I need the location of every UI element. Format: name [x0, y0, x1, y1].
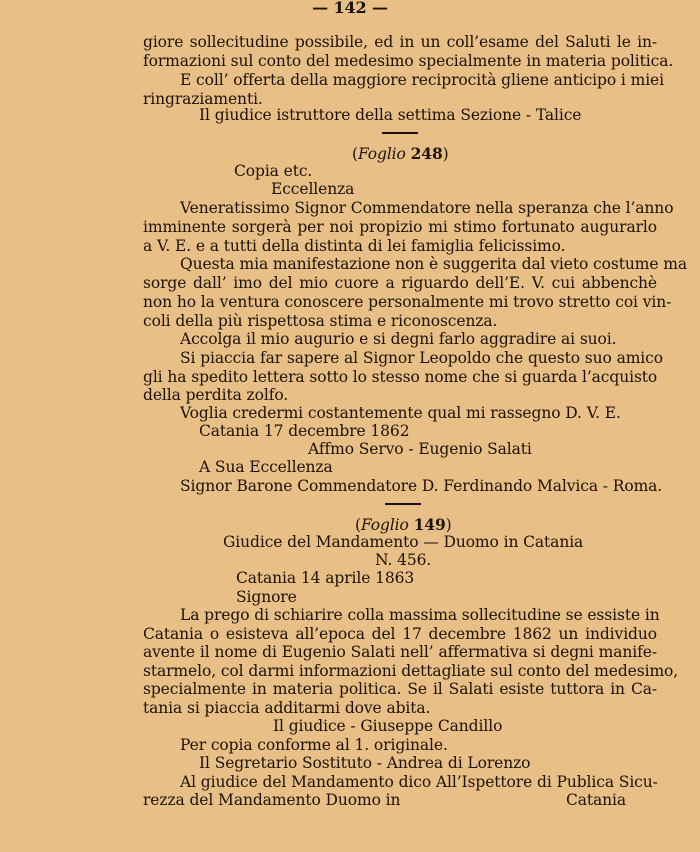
text-line: rezza del Mandamento Duomo in [143, 791, 401, 809]
section-heading: (Foglio 248) [352, 144, 449, 163]
date-line: Catania 17 decembre 1862 [199, 422, 410, 440]
heading-number: 248 [410, 144, 443, 163]
text-line: gli ha spedito lettera sotto lo stesso nome che si guarda l’acquisto [143, 368, 658, 386]
text-line: E coll’ offerta della maggiore reciprocità gliene anticipo i miei [180, 71, 664, 89]
text-line: Voglia credermi costantemente qual mi rassegno D. V. E. [180, 404, 621, 422]
text-line: avente il nome di Eugenio Salati nell’ affermativa si degni manife- [143, 643, 657, 661]
signature-line: Il Segretario Sostituto - Andrea di Lorenzo [199, 754, 531, 772]
section-divider [382, 132, 418, 134]
addressee-line: Signor Barone Commendatore D. Ferdinando Malvica - Roma. [180, 477, 663, 495]
text-line: della perdita zolfo. [143, 386, 289, 404]
text-line: coli della più rispettosa stima e riconoscenza. [143, 312, 498, 330]
text-line: Si piaccia far sapere al Signor Leopoldo che questo suo amico [180, 349, 663, 367]
salutation: Eccellenza [271, 180, 355, 198]
text-line: tania si piaccia additarmi dove abita. [143, 699, 431, 717]
text-line: Accolga il mio augurio e si degni farlo aggradire ai suoi. [180, 330, 617, 348]
text-line: Catania o esisteva all’epoca del 17 decembre 1862 un individuo [143, 625, 657, 643]
text-line: sorge dall’ imo del mio cuore a riguardo dell’E. V. cui abbenchè [143, 274, 657, 292]
text-line: a V. E. e a tutti della distinta di lei famiglia felicissimo. [143, 237, 566, 255]
section-divider [385, 503, 421, 505]
text-line: Al giudice del Mandamento dico All’Ispettore di Publica Sicu- [180, 773, 658, 791]
text-line: Per copia conforme al 1. originale. [180, 736, 448, 754]
text-line: Copia etc. [234, 162, 313, 180]
text-line: Veneratissimo Signor Commendatore nella speranza che l’anno [180, 199, 674, 217]
text-line: formazioni sul conto del medesimo specialmente in materia politica. [143, 52, 674, 70]
signature-line: Il giudice - Giuseppe Candillo [273, 717, 503, 735]
text-line: imminente sorgerà per noi propizio mi stimo fortunato augurarlo [143, 218, 657, 236]
text-line: Catania [566, 791, 627, 809]
heading-number: 149 [413, 515, 446, 534]
heading-label: Foglio [360, 516, 409, 534]
signature-line: Affmo Servo - Eugenio Salati [308, 440, 532, 458]
office-line: Giudice del Mandamento — Duomo in Catania [223, 533, 584, 551]
section-heading: (Foglio 149) [355, 515, 452, 534]
date-line: Catania 14 aprile 1863 [236, 569, 415, 587]
addressee-line: A Sua Eccellenza [199, 458, 333, 476]
page-number: — 142 — [312, 0, 388, 17]
text-line: La prego di schiarire colla massima sollecitudine se essiste in [180, 606, 660, 624]
text-line: Questa mia manifestazione non è suggerita dal vieto costume ma [180, 255, 687, 273]
text-line: starmelo, col darmi informazioni dettagliate sul conto del medesimo, [143, 662, 679, 680]
text-line: giore sollecitudine possibile, ed in un coll’esame del Saluti le in- [143, 33, 657, 51]
protocol-number: N. 456. [375, 551, 432, 569]
text-line: non ho la ventura conoscere personalmente mi trovo stretto coi vin- [143, 293, 672, 311]
signature-line: Il giudice istruttore della settima Sezione - Talice [199, 106, 582, 124]
text-line: ringraziamenti. [143, 90, 263, 108]
salutation: Signore [236, 588, 297, 606]
text-line: specialmente in materia politica. Se il Salati esiste tuttora in Ca- [143, 680, 657, 698]
heading-label: Foglio [357, 145, 406, 163]
